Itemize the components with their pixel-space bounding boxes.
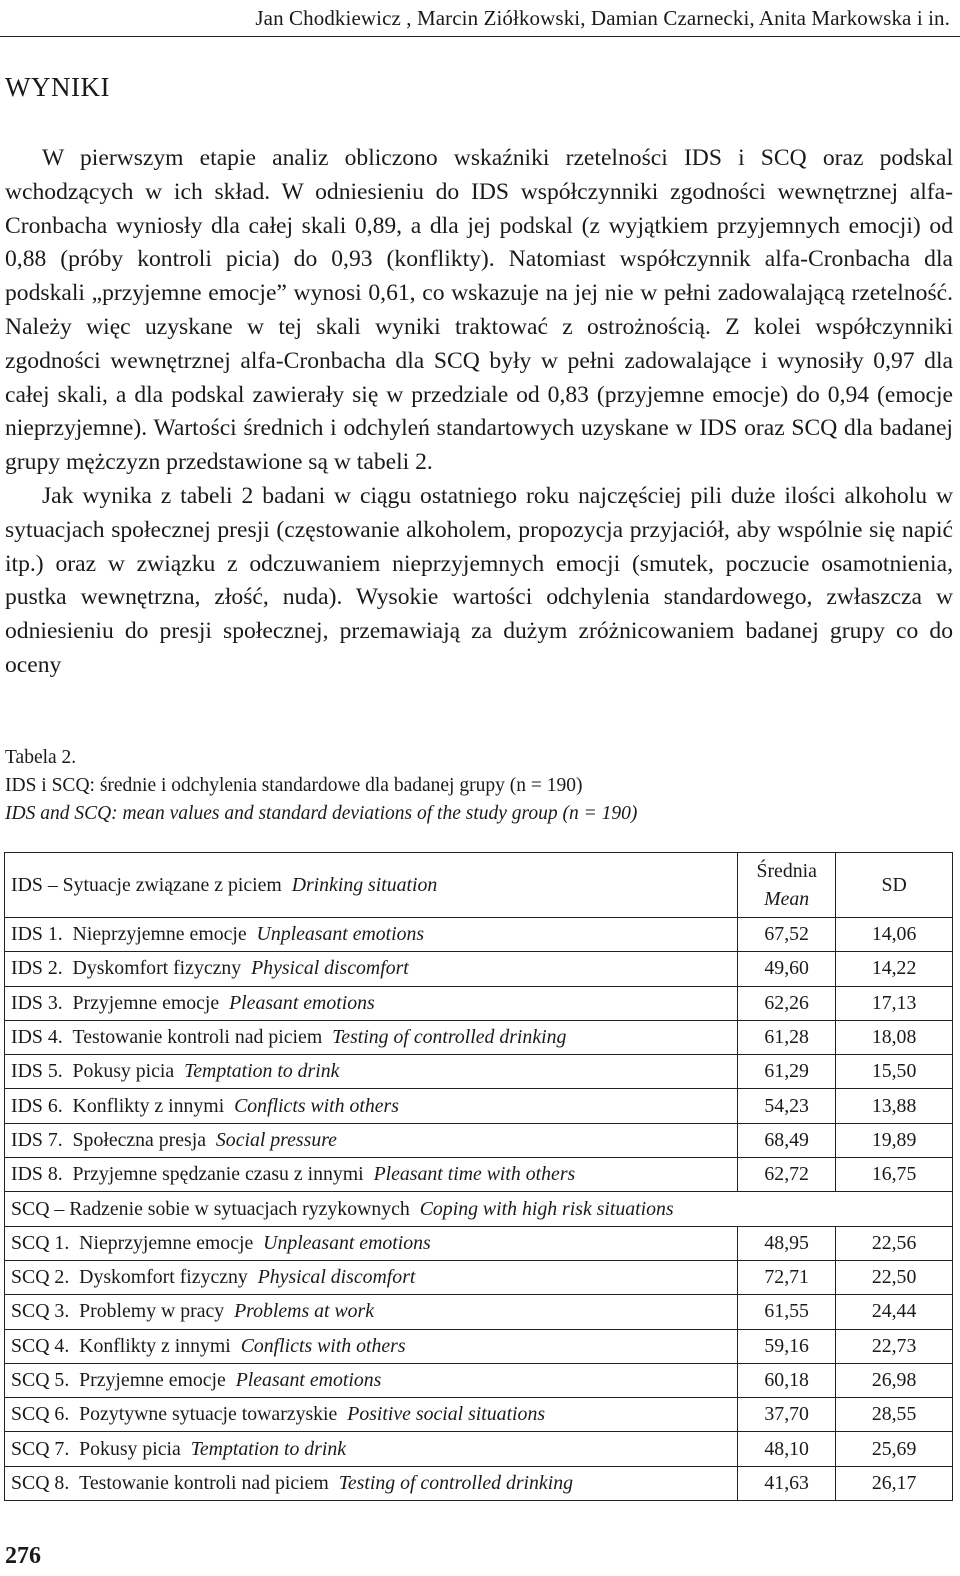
running-header	[0, 0, 960, 37]
row-sd: 26,98	[836, 1363, 953, 1397]
row-mean: 61,29	[738, 1055, 836, 1089]
row-code: SCQ 1.	[11, 1231, 70, 1254]
paragraph: W pierwszym etapie analiz obliczono wskaźniki rzetelności IDS i SCQ oraz podskal wchodzących w ich skład. W odniesieniu do IDS współczynniki zgodności wewnętrznej alfa-Cronbacha wyniosły dla całej skali 0,89, a dla jej podskal (z wyjątkiem przyjemnych emocji) od 0,88 (próby kontroli picia) do 0,93 (konflikty). Natomiast współczynnik alfa-Cronbacha dla podskali „przyjemne emocje” wynosi 0,61, co wskazuje na jej nie w pełni zadowalającą rzetelność. Należy więc uzyskane w tej skali wyniki traktować z ostrożnością. Z kolei współczynniki zgodności wewnętrznej alfa-Cronbacha dla SCQ były w pełni zadowalające i wynosiły 0,97 dla całej skali, a dla podskal zawierały się w przedziale od 0,83 (przyjemne emocje) do 0,94 (emocje nieprzyjemne). Wartości średnich i odchyleń standartowych uzyskane w IDS oraz SCQ dla badanej grupy mężczyzn przedstawione są w tabeli 2.	[5, 145, 953, 476]
row-label	[5, 952, 738, 986]
row-code: SCQ 5.	[11, 1369, 70, 1391]
row-sd: 26,17	[836, 1466, 953, 1500]
table-caption	[5, 744, 637, 828]
row-code: IDS 2.	[11, 957, 63, 980]
row-mean: 67,52	[738, 918, 836, 952]
row-code: IDS 7.	[11, 1128, 63, 1151]
row-code: SCQ 6.	[11, 1403, 70, 1426]
results-table	[4, 852, 953, 1501]
row-label	[5, 1123, 738, 1157]
row-label-en: Conflicts with others	[234, 1094, 399, 1117]
row-label-pl: Konflikty z innymi	[79, 1334, 231, 1357]
row-code: IDS 5.	[11, 1060, 63, 1083]
row-sd: 22,56	[836, 1226, 953, 1260]
scq-header-pl: SCQ – Radzenie sobie w sytuacjach ryzykownych	[11, 1197, 410, 1220]
row-label-pl: Dyskomfort fizyczny	[79, 1266, 248, 1289]
row-label-pl: Przyjemne emocje	[72, 991, 220, 1014]
row-sd: 17,13	[836, 986, 953, 1020]
table-row	[5, 918, 953, 952]
table-row	[5, 1055, 953, 1089]
row-label-pl: Testowanie kontroli nad piciem	[72, 1026, 323, 1049]
row-label-en: Problems at work	[234, 1300, 375, 1323]
row-label-en: Testing of controlled drinking	[338, 1471, 573, 1494]
table-row	[5, 1226, 953, 1260]
row-sd: 15,50	[836, 1055, 953, 1089]
row-code: SCQ 4.	[11, 1334, 70, 1357]
scq-header-en: Coping with high risk situations	[419, 1197, 674, 1220]
header-authors: Jan Chodkiewicz , Marcin Ziółkowski, Damian Czarnecki, Anita Markowska i in.	[255, 6, 950, 30]
table-row	[5, 1089, 953, 1123]
row-label-en: Unpleasant emotions	[263, 1231, 431, 1254]
row-mean: 61,28	[738, 1020, 836, 1054]
scq-section-row	[5, 1192, 953, 1226]
row-mean: 49,60	[738, 952, 836, 986]
row-sd: 19,89	[836, 1123, 953, 1157]
row-label-en: Physical discomfort	[251, 957, 409, 980]
row-label	[5, 1363, 738, 1397]
page-number: 276	[5, 1543, 41, 1569]
row-sd: 14,06	[836, 918, 953, 952]
row-label-en: Physical discomfort	[257, 1266, 416, 1289]
row-mean: 62,72	[738, 1158, 836, 1192]
row-sd: 28,55	[836, 1398, 953, 1432]
row-label-pl: Przyjemne emocje	[79, 1369, 226, 1391]
table-row	[5, 952, 953, 986]
row-sd: 25,69	[836, 1432, 953, 1466]
row-label-en: Temptation to drink	[184, 1060, 340, 1083]
row-label-pl: Nieprzyjemne emocje	[72, 923, 247, 946]
row-label-pl: Konflikty z innymi	[72, 1094, 225, 1117]
row-code: SCQ 7.	[11, 1437, 70, 1460]
row-sd: 14,22	[836, 952, 953, 986]
ids-header-label: IDS – Sytuacje związane z piciem Drinking situation	[5, 853, 738, 918]
paragraph: Jak wynika z tabeli 2 badani w ciągu ostatniego roku najczęściej pili duże ilości alkoholu w sytuacjach społecznej presji (częstowanie alkoholem, propozycja przyjaciół, aby wspólnie się napić itp.) oraz w związku z odczuwaniem nieprzyjemnych emocji (smutek, poczucie osamotnienia, pustka wewnętrzna, złość, nuda). Wysokie wartości odchylenia standardowego, zwłaszcza w odniesieniu do presji społecznej, przemawiają za dużym zróżnicowaniem badanej grupy co do oceny	[5, 482, 953, 678]
row-label-pl: Testowanie kontroli nad piciem	[79, 1471, 329, 1494]
table-row	[5, 1260, 953, 1294]
row-label-en: Pleasant time with others	[373, 1163, 576, 1186]
row-label	[5, 1329, 738, 1363]
row-label-pl: Pokusy picia	[79, 1437, 181, 1460]
row-label-en: Temptation to drink	[190, 1437, 347, 1460]
row-label-pl: Społeczna presja	[72, 1128, 207, 1151]
body-text	[5, 142, 953, 683]
row-label	[5, 1020, 738, 1054]
table-row	[5, 1329, 953, 1363]
row-code: SCQ 3.	[11, 1300, 70, 1323]
row-mean: 41,63	[738, 1466, 836, 1500]
row-sd: 13,88	[836, 1089, 953, 1123]
row-code: IDS 1.	[11, 923, 63, 946]
row-label	[5, 1295, 738, 1329]
row-mean: 60,18	[738, 1363, 836, 1397]
row-label-pl: Pokusy picia	[72, 1060, 175, 1083]
sd-column-header: SD	[836, 853, 953, 918]
row-sd: 22,50	[836, 1260, 953, 1294]
row-sd: 18,08	[836, 1020, 953, 1054]
caption-label: Tabela 2.	[5, 747, 77, 768]
row-code: IDS 4.	[11, 1026, 63, 1049]
row-label	[5, 1226, 738, 1260]
row-mean: 61,55	[738, 1295, 836, 1329]
row-label	[5, 1089, 738, 1123]
row-label-pl: Nieprzyjemne emocje	[79, 1231, 254, 1254]
row-label-en: Pleasant emotions	[235, 1369, 382, 1391]
row-mean: 37,70	[738, 1398, 836, 1432]
row-label	[5, 1158, 738, 1192]
row-code: IDS 6.	[11, 1094, 63, 1117]
row-mean: 72,71	[738, 1260, 836, 1294]
section-title: WYNIKI	[5, 72, 110, 102]
table-row	[5, 1123, 953, 1157]
row-label	[5, 1055, 738, 1089]
row-sd: 16,75	[836, 1158, 953, 1192]
table-row	[5, 1398, 953, 1432]
scq-section-label	[5, 1192, 953, 1226]
row-code: SCQ 8.	[11, 1471, 70, 1494]
row-label	[5, 1432, 738, 1466]
row-label-en: Unpleasant emotions	[256, 923, 425, 946]
table-row	[5, 1363, 953, 1397]
row-label-pl: Problemy w pracy	[79, 1300, 225, 1323]
table-row	[5, 986, 953, 1020]
row-mean: 54,23	[738, 1089, 836, 1123]
caption-title-en: IDS and SCQ: mean values and standard deviations of the study group (n = 190)	[5, 803, 638, 824]
table-row	[5, 1020, 953, 1054]
row-label	[5, 1398, 738, 1432]
table-row	[5, 1158, 953, 1192]
row-mean: 48,95	[738, 1226, 836, 1260]
row-sd: 22,73	[836, 1329, 953, 1363]
row-code: IDS 3.	[11, 991, 63, 1014]
row-label-en: Conflicts with others	[240, 1334, 406, 1357]
row-code: SCQ 2.	[11, 1266, 70, 1289]
row-label-en: Pleasant emotions	[229, 991, 375, 1014]
row-label-en: Social pressure	[215, 1128, 337, 1151]
row-mean: 68,49	[738, 1123, 836, 1157]
table-row	[5, 1432, 953, 1466]
caption-title-pl: IDS i SCQ: średnie i odchylenia standardowe dla badanej grupy (n = 190)	[5, 775, 583, 796]
row-label-pl: Przyjemne spędzanie czasu z innymi	[72, 1163, 364, 1186]
row-mean: 59,16	[738, 1329, 836, 1363]
table-row	[5, 1295, 953, 1329]
row-code: IDS 8.	[11, 1163, 63, 1186]
row-label-pl: Dyskomfort fizyczny	[72, 957, 242, 980]
row-label	[5, 986, 738, 1020]
row-label	[5, 1260, 738, 1294]
row-mean: 62,26	[738, 986, 836, 1020]
row-mean: 48,10	[738, 1432, 836, 1466]
row-label-en: Positive social situations	[347, 1403, 546, 1426]
row-label-pl: Pozytywne sytuacje towarzyskie	[79, 1403, 338, 1426]
table-header-row	[5, 853, 953, 918]
row-label	[5, 918, 738, 952]
row-label	[5, 1466, 738, 1500]
row-label-en: Testing of controlled drinking	[332, 1026, 567, 1049]
mean-column-header: Średnia Mean	[738, 853, 836, 918]
row-sd: 24,44	[836, 1295, 953, 1329]
table-row	[5, 1466, 953, 1500]
